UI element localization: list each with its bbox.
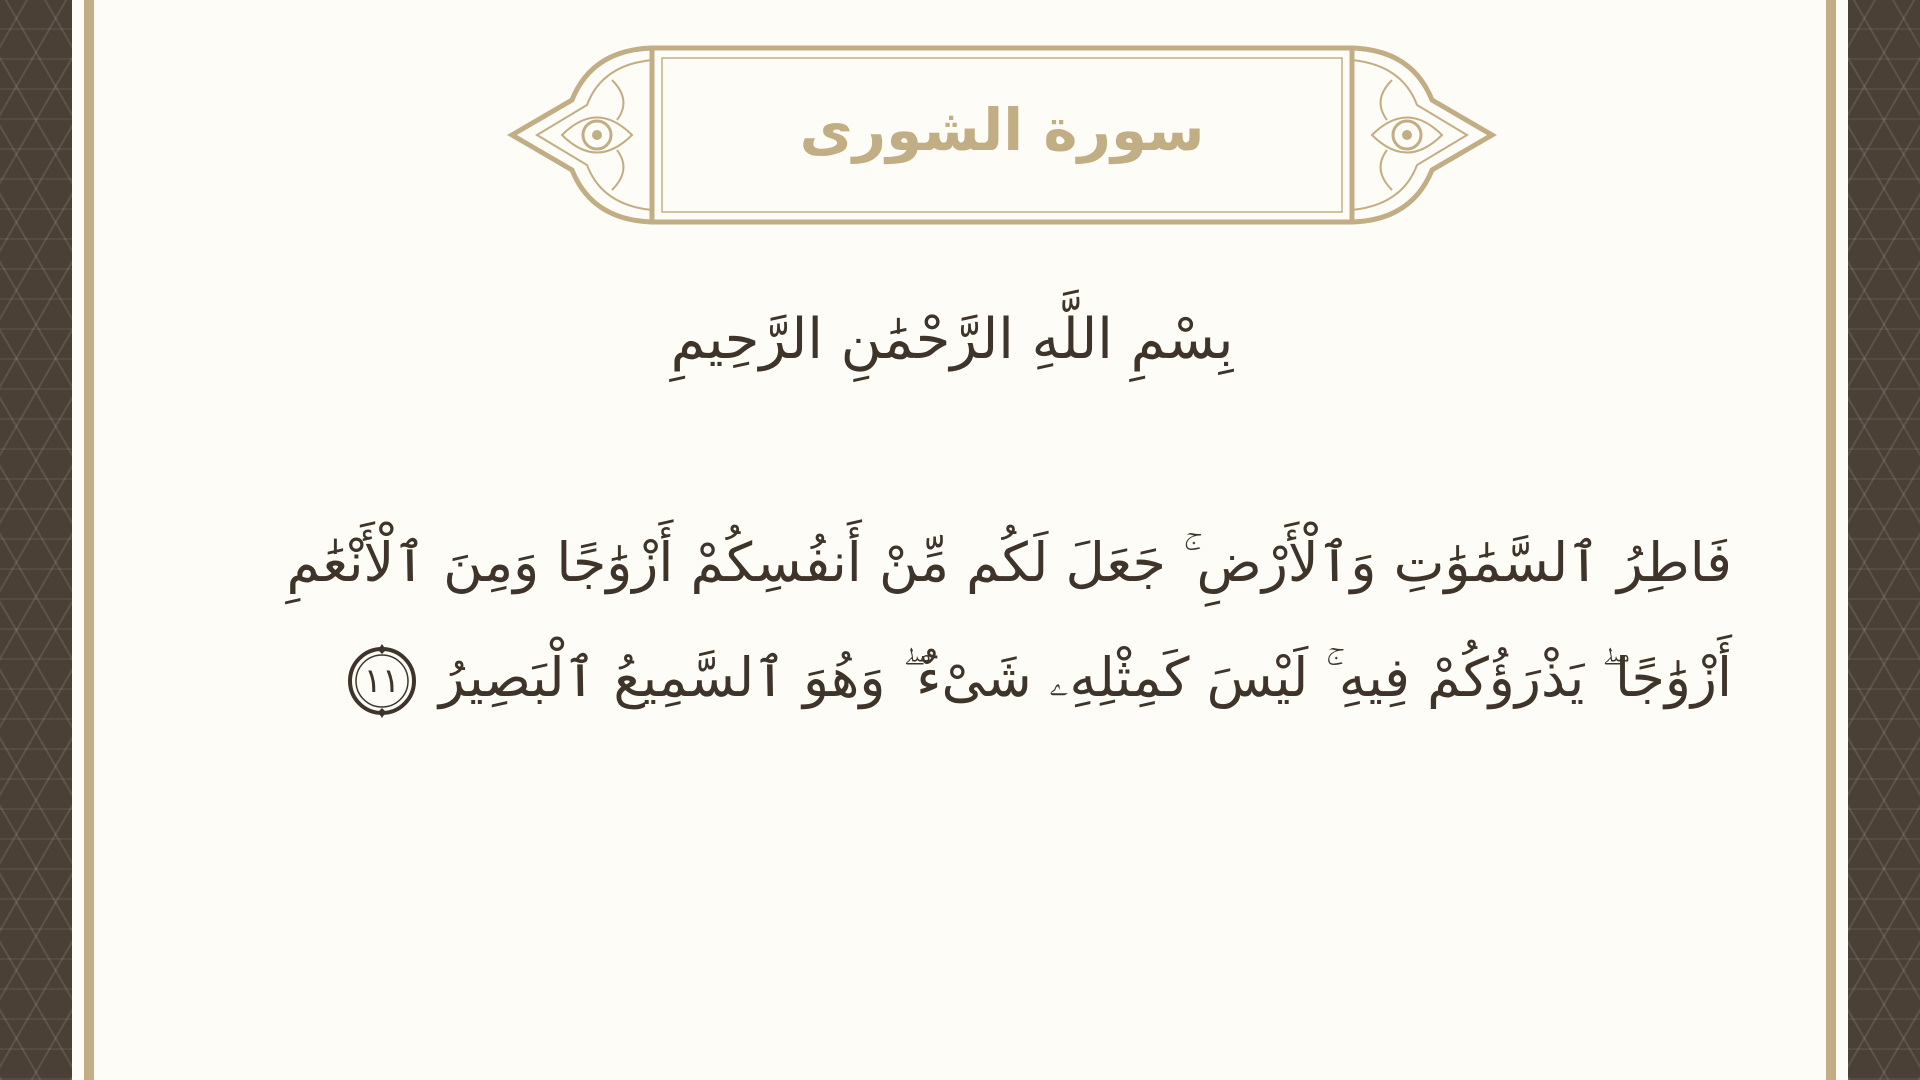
ornamental-border-right <box>1848 0 1920 1080</box>
ornamental-border-left <box>0 0 72 1080</box>
verse-line-2-text: أَزْوَٰجًا ۖ يَذْرَؤُكُمْ فِيهِ ۚ لَيْسَ كَمِثْلِهِۦ شَىْءٌ ۖ وَهُوَ ٱلسَّمِيعُ ٱلْبَصِيرُ <box>438 646 1732 709</box>
verse-text <box>242 505 1732 735</box>
verse-line-1: فَاطِرُ ٱلسَّمَٰوَٰتِ وَٱلْأَرْضِ ۚ جَعَلَ لَكُم مِّنْ أَنفُسِكُمْ أَزْوَٰجًا وَمِنَ ٱلْأَنْعَٰمِ <box>286 531 1732 594</box>
ayah-number: ١١ <box>363 661 401 702</box>
gold-line-right <box>1826 0 1836 1080</box>
paper-background <box>72 0 1848 1080</box>
verse-line-2 <box>242 620 1732 735</box>
basmala: بِسْمِ اللَّهِ الرَّحْمَٰنِ الرَّحِيمِ <box>670 307 1234 372</box>
gold-line-left <box>84 0 94 1080</box>
surah-title: سورة الشورى <box>799 96 1205 164</box>
surah-header-frame <box>502 40 1502 230</box>
ayah-number-marker <box>343 642 421 720</box>
